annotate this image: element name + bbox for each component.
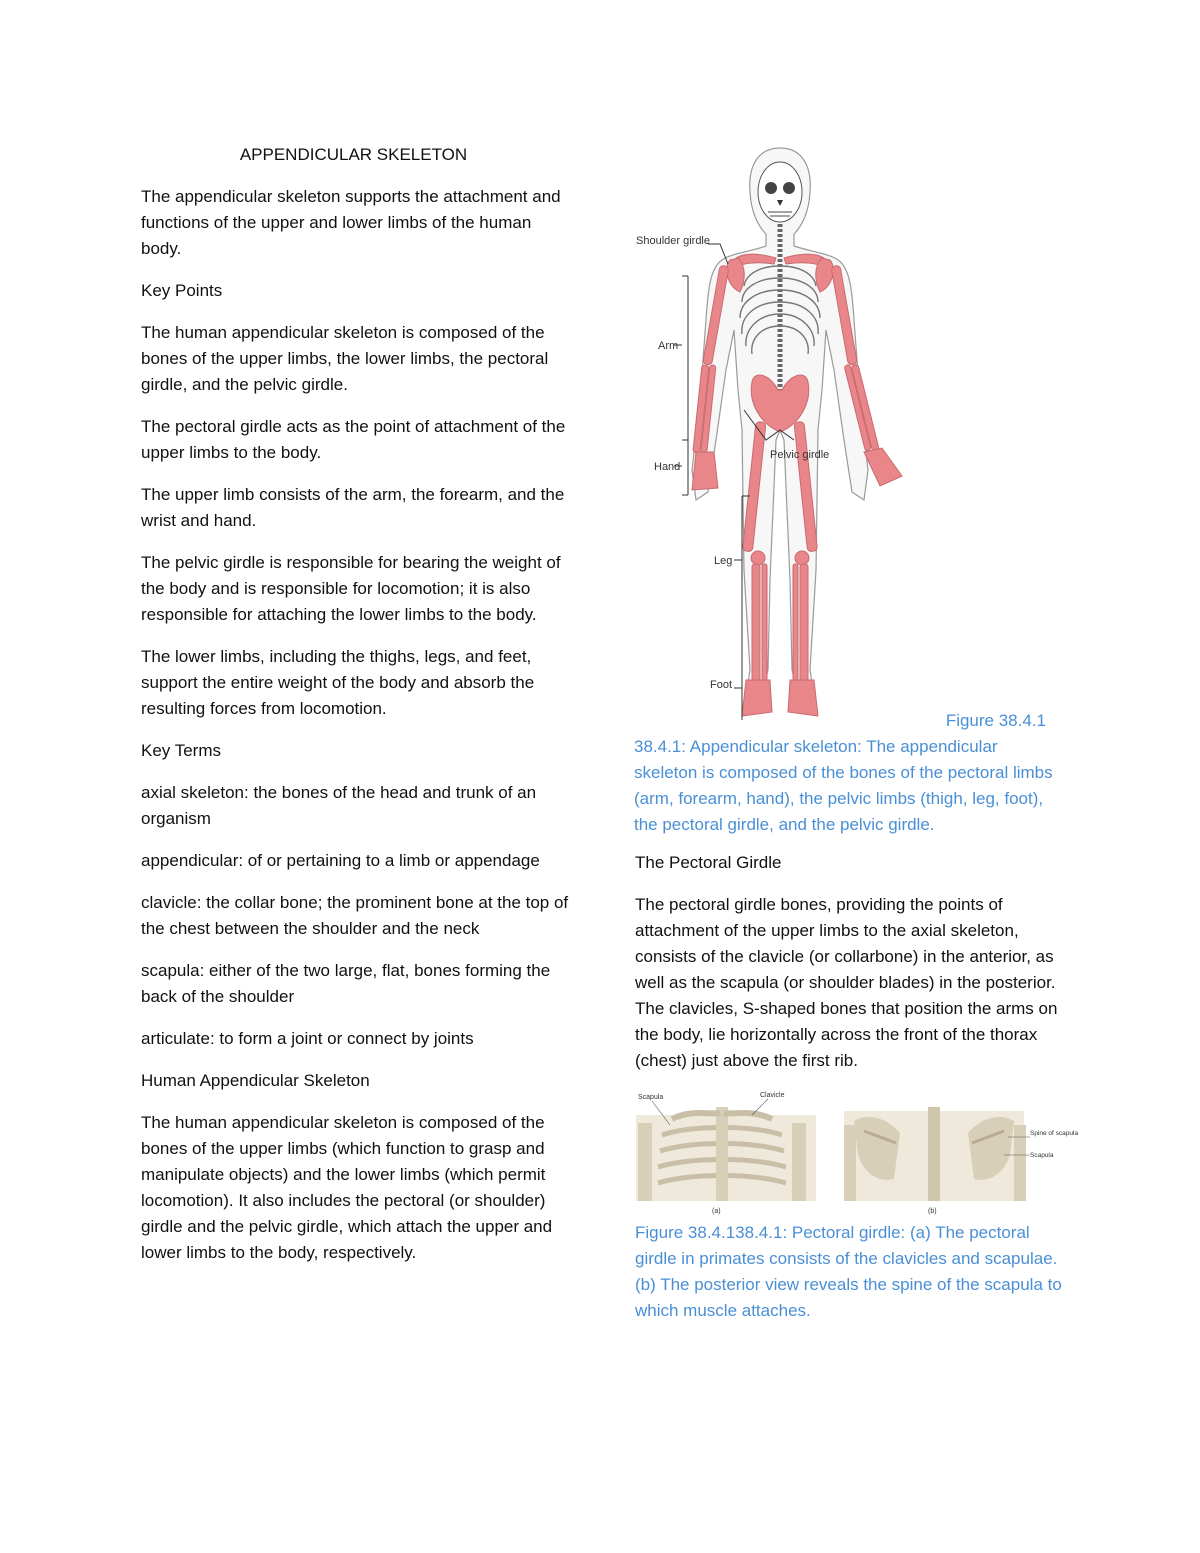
intro-paragraph: The appendicular skeleton supports the attachment and functions of the upper and lower limbs of the human body. xyxy=(141,187,561,258)
pelvic-girdle-label: Pelvic girdle xyxy=(770,449,830,461)
shoulder-girdle-label: Shoulder girdle xyxy=(636,235,710,247)
key-terms-heading: Key Terms xyxy=(141,741,221,760)
key-term: scapula: either of the two large, flat, bones forming the back of the shoulder xyxy=(141,961,551,1006)
anterior-view xyxy=(636,1092,816,1215)
hand-label: Hand xyxy=(654,461,681,473)
panel-b-label: (b) xyxy=(928,1208,937,1215)
figure2-caption: Figure 38.4.138.4.1: Pectoral girdle: (a) The pectoral girdle in primates consists of the clavicles and scapulae. (b) The posterior view reveals the spine of the scapula to which muscle attaches. xyxy=(635,1223,1062,1320)
key-point: The lower limbs, including the thighs, legs, and feet, support the entire weight of the body and absorb the resulting forces from locomotion. xyxy=(141,647,535,718)
spine-of-scapula-label: Spine of scapula xyxy=(1030,1130,1079,1137)
skull xyxy=(758,162,802,222)
posterior-view xyxy=(844,1107,1078,1215)
figure1-number: Figure 38.4.1 xyxy=(945,711,1046,730)
key-points-heading: Key Points xyxy=(141,281,223,300)
figure1-caption xyxy=(634,708,1064,838)
key-point: The human appendicular skeleton is composed of the bones of the upper limbs, the lower limbs, the pectoral girdle, and the pelvic girdle. xyxy=(141,323,549,394)
key-point: The pelvic girdle is responsible for bearing the weight of the body and is responsible for locomotion; it is also responsible for attaching the lower limbs to the body. xyxy=(141,553,561,624)
scapula-b-label: Scapula xyxy=(1030,1152,1054,1159)
figure1-caption-text: 38.4.1: Appendicular skeleton: The appendicular skeleton is composed of the bones of the pectoral limbs (arm, forearm, hand), the pelvic limbs (thigh, leg, foot), the pectoral girdle, and the pelvic girdle. xyxy=(634,737,1053,834)
panel-a-label: (a) xyxy=(712,1208,721,1215)
left-column xyxy=(141,142,571,1282)
foot-label: Foot xyxy=(710,679,733,691)
key-point: The upper limb consists of the arm, the forearm, and the wrist and hand. xyxy=(141,485,565,530)
key-point: The pectoral girdle acts as the point of attachment of the upper limbs to the body. xyxy=(141,417,566,462)
arm-label: Arm xyxy=(658,340,679,352)
section-heading: Human Appendicular Skeleton xyxy=(141,1071,370,1090)
key-term: clavicle: the collar bone; the prominent bone at the top of the chest between the shoulder and the neck xyxy=(141,893,569,938)
pectoral-heading: The Pectoral Girdle xyxy=(635,853,782,872)
right-column xyxy=(635,850,1065,1090)
pectoral-girdle-figure xyxy=(632,1085,1079,1215)
document-title: APPENDICULAR SKELETON xyxy=(239,145,468,164)
lower-limbs xyxy=(742,421,818,716)
key-term: appendicular: of or pertaining to a limb or appendage xyxy=(141,851,540,870)
skeleton-figure xyxy=(630,140,930,730)
section-paragraph: The human appendicular skeleton is composed of the bones of the upper limbs (which function to grasp and manipulate objects) and the lower limbs (which permit locomotion). It also includes the pectoral (or shoulder) girdle and the pelvic girdle, which attach the upper and lower limbs to the body, respectively. xyxy=(141,1113,553,1262)
key-term: axial skeleton: the bones of the head and trunk of an organism xyxy=(141,783,537,828)
leg-label: Leg xyxy=(714,555,733,567)
clavicle-label: Clavicle xyxy=(760,1092,785,1099)
pectoral-paragraph: The pectoral girdle bones, providing the points of attachment of the upper limbs to the axial skeleton, consists of the clavicle (or collarbone) in the anterior, as well as the scapula (or shoulder blades) in the posterior. The clavicles, S-shaped bones that position the arms on the body, lie horizontally across the front of the thorax (chest) just above the first rib. xyxy=(635,895,1058,1070)
key-term: articulate: to form a joint or connect by joints xyxy=(141,1029,474,1048)
scapula-label: Scapula xyxy=(638,1094,664,1101)
